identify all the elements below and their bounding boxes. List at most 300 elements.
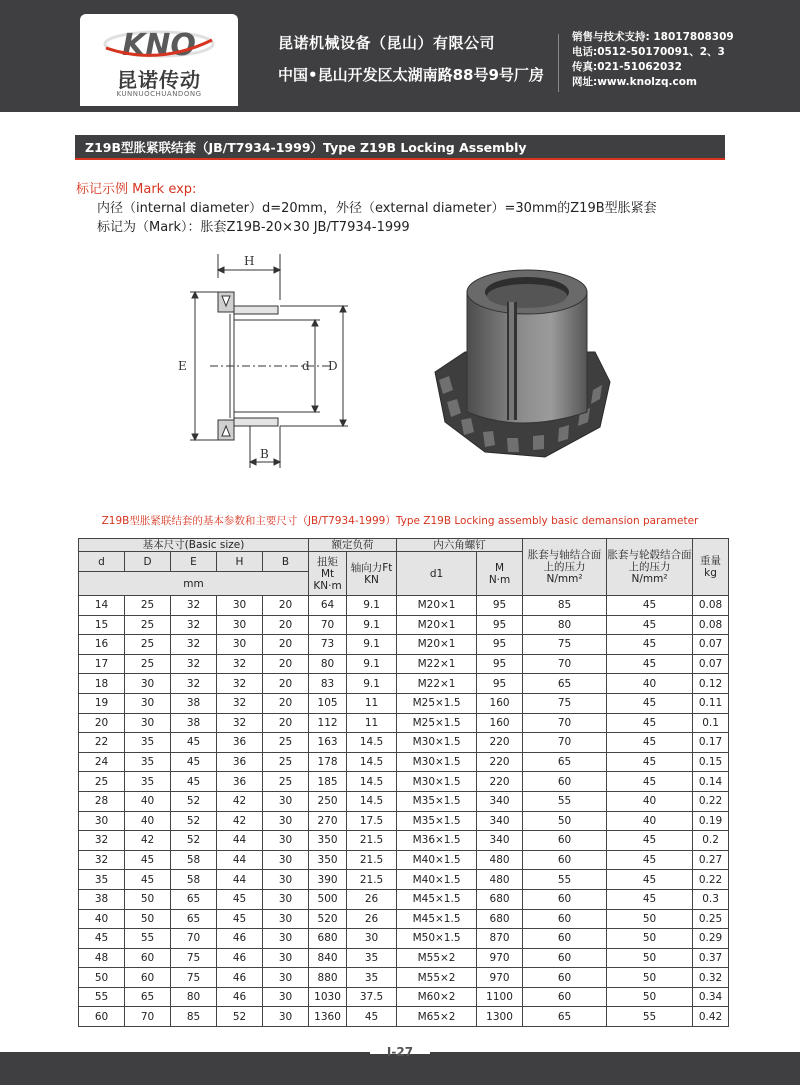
table-cell: 35 [79, 870, 125, 890]
table-cell: 500 [309, 889, 347, 909]
header-weight-unit: kg [704, 567, 717, 579]
header-pressure-shaft-label: 胀套与轴结合面上的压力 [527, 549, 602, 573]
table-cell: 50 [523, 811, 607, 831]
table-cell: M45×1.5 [397, 909, 477, 929]
table-cell: M40×1.5 [397, 850, 477, 870]
section-title: Z19B型胀紧联结套（JB/T7934-1999）Type Z19B Locking Assembly [85, 140, 527, 155]
table-cell: 36 [217, 752, 263, 772]
dim-label-B: B [260, 447, 269, 461]
table-cell: 9.1 [347, 615, 397, 635]
table-cell: 60 [523, 987, 607, 1007]
table-cell: 25 [125, 654, 171, 674]
header-pressure-hub-unit: N/mm² [631, 573, 668, 585]
table-cell: 35 [347, 968, 397, 988]
table-cell: M30×1.5 [397, 772, 477, 792]
table-row [79, 870, 729, 890]
table-cell: 9.1 [347, 596, 397, 616]
table-cell: 45 [607, 752, 693, 772]
header-axial-force-unit: KN [364, 573, 379, 586]
table-row [79, 654, 729, 674]
header-E: E [171, 552, 217, 572]
table-cell: 15 [79, 615, 125, 635]
table-cell: 250 [309, 791, 347, 811]
table-row [79, 733, 729, 753]
table-cell: 30 [79, 811, 125, 831]
table-row [79, 909, 729, 929]
table-cell: 32 [217, 674, 263, 694]
table-cell: 11 [347, 713, 397, 733]
table-cell: 50 [607, 968, 693, 988]
table-cell: 350 [309, 850, 347, 870]
table-cell: 58 [171, 870, 217, 890]
table-cell: 30 [263, 850, 309, 870]
table-cell: 0.42 [693, 1007, 729, 1027]
table-cell: 163 [309, 733, 347, 753]
table-cell: 85 [523, 596, 607, 616]
header-axial-force [347, 552, 397, 596]
table-cell: 25 [125, 635, 171, 655]
table-cell: 45 [79, 929, 125, 949]
table-cell: 9.1 [347, 674, 397, 694]
table-row [79, 968, 729, 988]
table-cell: 60 [523, 909, 607, 929]
website-link[interactable]: 网址:www.knolzq.com [572, 76, 697, 88]
table-cell: 20 [263, 674, 309, 694]
table-cell: 30 [263, 811, 309, 831]
table-cell: 60 [125, 948, 171, 968]
table-cell: M50×1.5 [397, 929, 477, 949]
table-cell: 60 [79, 1007, 125, 1027]
table-cell: 0.29 [693, 929, 729, 949]
parameter-table [78, 538, 729, 1027]
section-title-bar [75, 135, 725, 158]
table-cell: 160 [477, 693, 523, 713]
table-cell: 160 [477, 713, 523, 733]
table-row [79, 948, 729, 968]
table-cell: 32 [171, 635, 217, 655]
table-cell: 25 [263, 752, 309, 772]
table-cell: 70 [125, 1007, 171, 1027]
table-cell: 26 [347, 889, 397, 909]
table-cell: 32 [171, 674, 217, 694]
table-cell: 11 [347, 693, 397, 713]
table-cell: 55 [607, 1007, 693, 1027]
header-torque [309, 552, 347, 596]
table-cell: 60 [523, 948, 607, 968]
table-cell: 38 [171, 693, 217, 713]
header-H: H [217, 552, 263, 572]
table-cell: 0.22 [693, 870, 729, 890]
table-cell: 20 [79, 713, 125, 733]
table-cell: M65×2 [397, 1007, 477, 1027]
table-cell: 1030 [309, 987, 347, 1007]
table-cell: 14.5 [347, 772, 397, 792]
header-d1: d1 [397, 552, 477, 596]
table-cell: 0.15 [693, 752, 729, 772]
table-cell: 95 [477, 596, 523, 616]
table-cell: 22 [79, 733, 125, 753]
table-row [79, 752, 729, 772]
header-d: d [79, 552, 125, 572]
table-cell: 20 [263, 596, 309, 616]
table-cell: 46 [217, 968, 263, 988]
table-cell: 85 [171, 1007, 217, 1027]
table-cell: 65 [125, 987, 171, 1007]
table-cell: 52 [171, 791, 217, 811]
table-cell: 0.25 [693, 909, 729, 929]
table-cell: 45 [607, 596, 693, 616]
table-cell: 60 [523, 850, 607, 870]
table-cell: 30 [263, 909, 309, 929]
table-cell: 112 [309, 713, 347, 733]
table-cell: 95 [477, 635, 523, 655]
table-cell: 30 [217, 635, 263, 655]
table-cell: 50 [125, 909, 171, 929]
table-cell: 30 [125, 674, 171, 694]
table-cell: 45 [607, 713, 693, 733]
table-cell: 680 [309, 929, 347, 949]
table-cell: 0.2 [693, 831, 729, 851]
table-cell: 680 [477, 889, 523, 909]
table-cell: 32 [171, 596, 217, 616]
table-cell: 52 [171, 811, 217, 831]
table-cell: 20 [263, 635, 309, 655]
table-row [79, 693, 729, 713]
table-cell: 30 [125, 713, 171, 733]
table-cell: 65 [171, 909, 217, 929]
header-torque-unit: KN·m [313, 579, 342, 592]
table-cell: 36 [217, 733, 263, 753]
table-cell: 64 [309, 596, 347, 616]
table-cell: 45 [607, 831, 693, 851]
table-cell: 45 [125, 870, 171, 890]
table-cell: 32 [217, 693, 263, 713]
table-cell: 220 [477, 752, 523, 772]
header-hex-screw: 内六角螺钉 [397, 539, 523, 552]
table-cell: 17.5 [347, 811, 397, 831]
header-pressure-shaft [523, 539, 607, 596]
table-cell: 37.5 [347, 987, 397, 1007]
table-cell: 0.11 [693, 693, 729, 713]
fax-contact: 传真:021-51062032 [572, 61, 682, 73]
table-cell: 32 [79, 850, 125, 870]
table-row [79, 674, 729, 694]
table-cell: 0.22 [693, 791, 729, 811]
table-cell: 45 [125, 850, 171, 870]
kno-logo-icon [102, 26, 216, 62]
table-cell: 9.1 [347, 635, 397, 655]
table-cell: 65 [523, 752, 607, 772]
table-cell: 185 [309, 772, 347, 792]
table-cell: 50 [607, 948, 693, 968]
table-cell: 1300 [477, 1007, 523, 1027]
table-cell: M25×1.5 [397, 693, 477, 713]
table-cell: 30 [263, 987, 309, 1007]
table-caption: Z19B型胀紧联结套的基本参数和主要尺寸（JB/T7934-1999）Type Z19B Locking assembly basic demansion parameter [101, 515, 699, 527]
sales-contact: 销售与技术支持: 18017808309 [572, 31, 734, 43]
table-cell: 52 [171, 831, 217, 851]
header-pressure-hub [607, 539, 693, 596]
table-cell: M55×2 [397, 968, 477, 988]
table-cell: 0.08 [693, 596, 729, 616]
table-cell: M40×1.5 [397, 870, 477, 890]
table-cell: 80 [309, 654, 347, 674]
table-cell: 20 [263, 693, 309, 713]
mark-example-title: 标记示例 Mark exp: [76, 182, 197, 197]
header-torque-symbol: Mt [320, 567, 335, 580]
table-cell: 65 [171, 889, 217, 909]
table-row [79, 987, 729, 1007]
table-cell: 9.1 [347, 654, 397, 674]
table-cell: 220 [477, 772, 523, 792]
table-cell: 60 [125, 968, 171, 988]
table-cell: 48 [79, 948, 125, 968]
table-cell: 30 [263, 791, 309, 811]
table-cell: 30 [263, 870, 309, 890]
table-cell: 480 [477, 850, 523, 870]
table-cell: 20 [263, 713, 309, 733]
table-cell: 30 [347, 929, 397, 949]
table-cell: 45 [217, 909, 263, 929]
table-cell: 178 [309, 752, 347, 772]
table-cell: 30 [263, 1007, 309, 1027]
table-cell: 70 [523, 733, 607, 753]
table-cell: 32 [217, 713, 263, 733]
svg-text:KNO: KNO [122, 28, 196, 62]
table-cell: 0.27 [693, 850, 729, 870]
table-cell: 0.14 [693, 772, 729, 792]
table-cell: 0.32 [693, 968, 729, 988]
table-cell: 40 [125, 791, 171, 811]
table-cell: 870 [477, 929, 523, 949]
table-cell: 20 [263, 615, 309, 635]
table-cell: 55 [523, 870, 607, 890]
table-cell: 35 [125, 752, 171, 772]
table-cell: 35 [347, 948, 397, 968]
table-cell: 35 [125, 733, 171, 753]
table-cell: 45 [607, 654, 693, 674]
table-cell: 45 [607, 772, 693, 792]
table-cell: 21.5 [347, 870, 397, 890]
table-cell: 55 [125, 929, 171, 949]
table-cell: 40 [607, 791, 693, 811]
table-row [79, 811, 729, 831]
table-cell: 70 [171, 929, 217, 949]
table-cell: 30 [263, 948, 309, 968]
company-address: 中国•昆山开发区太湖南路88号9号厂房 [278, 66, 544, 84]
table-cell: M30×1.5 [397, 733, 477, 753]
table-cell: 45 [171, 733, 217, 753]
table-cell: 70 [309, 615, 347, 635]
table-cell: 42 [125, 831, 171, 851]
logo-chinese-name: 昆诺传动 [117, 68, 201, 92]
table-cell: 73 [309, 635, 347, 655]
table-cell: M55×2 [397, 948, 477, 968]
header-M-label: M [495, 561, 505, 574]
table-cell: 17 [79, 654, 125, 674]
table-cell: 25 [125, 615, 171, 635]
table-cell: 45 [607, 615, 693, 635]
table-cell: 30 [263, 889, 309, 909]
header-weight-label: 重量 [700, 555, 722, 567]
header-divider [558, 34, 559, 92]
table-cell: 30 [125, 693, 171, 713]
table-cell: 14.5 [347, 733, 397, 753]
table-cell: 1100 [477, 987, 523, 1007]
section-drawing [170, 250, 360, 475]
table-cell: 14.5 [347, 752, 397, 772]
table-cell: 0.19 [693, 811, 729, 831]
page-number: I-27 [386, 1045, 414, 1059]
table-cell: 30 [263, 831, 309, 851]
table-cell: 16 [79, 635, 125, 655]
table-cell: 35 [125, 772, 171, 792]
table-cell: 50 [607, 987, 693, 1007]
table-cell: 45 [607, 635, 693, 655]
table-cell: 340 [477, 811, 523, 831]
table-cell: 58 [171, 850, 217, 870]
table-cell: 75 [171, 948, 217, 968]
table-cell: 80 [523, 615, 607, 635]
table-cell: 60 [523, 968, 607, 988]
header-basic-size: 基本尺寸(Basic size) [79, 539, 309, 552]
table-cell: 24 [79, 752, 125, 772]
table-cell: 45 [171, 772, 217, 792]
table-cell: 14.5 [347, 791, 397, 811]
table-cell: 18 [79, 674, 125, 694]
dim-label-d: d [302, 359, 310, 373]
table-cell: 60 [523, 831, 607, 851]
table-cell: 0.07 [693, 635, 729, 655]
table-cell: 40 [607, 674, 693, 694]
table-cell: 26 [347, 909, 397, 929]
table-cell: 46 [217, 929, 263, 949]
table-cell: 340 [477, 831, 523, 851]
table-row [79, 831, 729, 851]
table-cell: 970 [477, 948, 523, 968]
table-cell: M25×1.5 [397, 713, 477, 733]
table-cell: 65 [523, 674, 607, 694]
table-cell: 95 [477, 615, 523, 635]
table-cell: M36×1.5 [397, 831, 477, 851]
table-cell: 21.5 [347, 850, 397, 870]
table-row [79, 1007, 729, 1027]
header-D: D [125, 552, 171, 572]
table-cell: 55 [79, 987, 125, 1007]
table-row [79, 929, 729, 949]
table-cell: 45 [607, 850, 693, 870]
table-cell: 0.37 [693, 948, 729, 968]
table-row [79, 889, 729, 909]
table-cell: 28 [79, 791, 125, 811]
table-cell: 480 [477, 870, 523, 890]
table-cell: 45 [171, 752, 217, 772]
table-cell: 32 [171, 654, 217, 674]
phone-contact: 电话:0512-50170091、2、3 [572, 46, 725, 58]
table-cell: 30 [217, 615, 263, 635]
mark-example-line1: 内径（internal diameter）d=20mm，外径（external diameter）=30mm的Z19B型胀紧套 [97, 201, 657, 216]
logo-english-name: KUNNUOCHUANDONG [116, 90, 202, 98]
table-cell: 60 [523, 929, 607, 949]
table-cell: 70 [523, 654, 607, 674]
table-cell: 95 [477, 674, 523, 694]
table-cell: M22×1 [397, 674, 477, 694]
table-cell: M45×1.5 [397, 889, 477, 909]
header-mm: mm [79, 572, 309, 596]
table-cell: 0.34 [693, 987, 729, 1007]
table-cell: 0.1 [693, 713, 729, 733]
table-cell: 44 [217, 850, 263, 870]
table-cell: 970 [477, 968, 523, 988]
table-cell: 840 [309, 948, 347, 968]
table-row [79, 791, 729, 811]
table-cell: M22×1 [397, 654, 477, 674]
table-cell: 32 [217, 654, 263, 674]
table-cell: 50 [607, 929, 693, 949]
table-cell: 70 [523, 713, 607, 733]
table-cell: 20 [263, 654, 309, 674]
table-cell: 0.07 [693, 654, 729, 674]
table-cell: 30 [263, 929, 309, 949]
table-cell: M20×1 [397, 615, 477, 635]
mark-example-line2: 标记为（Mark）：胀套Z19B-20×30 JB/T7934-1999 [97, 220, 410, 235]
table-cell: 50 [79, 968, 125, 988]
table-cell: 19 [79, 693, 125, 713]
contact-block [572, 30, 734, 90]
table-cell: M35×1.5 [397, 811, 477, 831]
table-cell: 50 [125, 889, 171, 909]
header-pressure-hub-label: 胀套与轮毂结合面上的压力 [607, 549, 692, 573]
table-cell: 83 [309, 674, 347, 694]
table-cell: 44 [217, 870, 263, 890]
table-cell: 80 [171, 987, 217, 1007]
table-cell: 350 [309, 831, 347, 851]
table-cell: 60 [523, 889, 607, 909]
table-cell: 390 [309, 870, 347, 890]
header-weight [693, 539, 729, 596]
table-cell: M60×2 [397, 987, 477, 1007]
table-cell: 50 [607, 909, 693, 929]
table-cell: 45 [347, 1007, 397, 1027]
header-axial-force-label: 轴向力Ft [350, 561, 393, 574]
table-cell: 75 [523, 693, 607, 713]
table-cell: 40 [79, 909, 125, 929]
table-cell: 0.12 [693, 674, 729, 694]
table-row [79, 713, 729, 733]
table-cell: 65 [523, 1007, 607, 1027]
section-underline [75, 158, 725, 160]
table-cell: 105 [309, 693, 347, 713]
table-row [79, 635, 729, 655]
table-cell: 680 [477, 909, 523, 929]
header-torque-label: 扭矩 [317, 555, 339, 568]
table-row [79, 772, 729, 792]
table-cell: 25 [263, 772, 309, 792]
table-cell: 45 [607, 733, 693, 753]
table-cell: 55 [523, 791, 607, 811]
dim-label-H: H [244, 254, 255, 268]
table-cell: M35×1.5 [397, 791, 477, 811]
table-cell: M20×1 [397, 635, 477, 655]
table-row [79, 615, 729, 635]
table-cell: 40 [125, 811, 171, 831]
product-photo [425, 262, 615, 462]
table-cell: 880 [309, 968, 347, 988]
table-row [79, 850, 729, 870]
dim-label-E: E [178, 359, 187, 373]
table-cell: 52 [217, 1007, 263, 1027]
table-cell: 30 [263, 968, 309, 988]
